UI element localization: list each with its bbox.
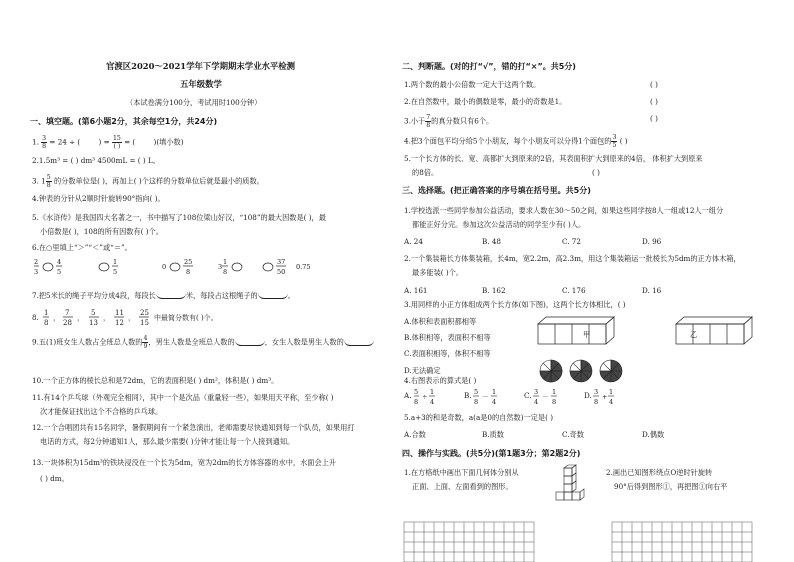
judge-3: 3.小于 $\frac{7}{8}$ 的真分数只有6个。 — [404, 114, 494, 129]
question-5-line-1: 5.《水浒传》是我国四大名著之一，书中描写了108位梁山好汉，“108”的最大因数是( )，最 — [32, 213, 326, 222]
judge-5-paren: ( ) — [592, 168, 600, 177]
svg-text:13: 13 — [89, 319, 98, 327]
svg-text:8.: 8. — [32, 314, 39, 322]
svg-text:25: 25 — [140, 309, 149, 317]
question-12-line-1: 12.一个合唱团共有15名同学，暑假期间有一个紧急演出，老师需要尽快通知到每一个队员，如果用打 — [32, 423, 355, 432]
svg-text:3: 3 — [534, 388, 539, 396]
operation-1-line-2: 正面、上面、左面看到的图形。 — [412, 482, 513, 491]
svg-text:5: 5 — [414, 388, 419, 396]
exam-grade: 五年级数学 — [180, 79, 222, 89]
q6-comparisons — [34, 256, 354, 278]
svg-text:5: 5 — [474, 388, 479, 396]
q7-answer-blank-2 — [258, 293, 288, 299]
choice-2-option-d: D. 16 — [642, 286, 662, 295]
choice-3-option-d: D.无法确定 — [404, 366, 441, 375]
svg-text:4: 4 — [609, 398, 614, 406]
svg-text:，: ， — [103, 314, 110, 322]
svg-text:11: 11 — [115, 309, 124, 317]
svg-text:8: 8 — [186, 268, 191, 276]
section-1-title: 一、填空题。(第6小题2分，其余每空1分，共24分) — [30, 117, 218, 126]
svg-text:50: 50 — [277, 268, 286, 276]
choice-4-option-c: C. — [524, 391, 532, 400]
operation-2-line-1: 2.画出已知图形绕点O逆时针旋转 — [606, 468, 713, 477]
choice-4-option-a: A. — [404, 391, 412, 400]
svg-text:，: ， — [77, 314, 84, 322]
svg-text:4: 4 — [534, 398, 539, 406]
choice-1-option-a: A. 24 — [404, 237, 423, 246]
judge-2: 2.在自然数中，最小的偶数是零，最小的奇数是1。 — [404, 97, 567, 106]
section-3-title: 三、选择题。(把正确答案的序号填在括号里。共5分) — [402, 186, 591, 195]
choice-3-option-b: B.体积相等，表面积不相等 — [404, 333, 491, 342]
choice-1-option-b: B. 48 — [482, 237, 501, 246]
judge-1: 1.两个数的最小公倍数一定大于这两个数。 — [404, 80, 541, 89]
question-5-line-2: 小倍数是( )，108的所有因数有( )个。 — [40, 227, 163, 236]
choice-2-option-b: B. 162 — [482, 286, 506, 295]
q9-answer-blank-1 — [235, 340, 265, 346]
svg-text:中最简分数有( )个。: 中最简分数有( )个。 — [154, 314, 218, 322]
fraction-circles — [537, 358, 647, 384]
operation-2-line-2: 90°后得到图形①，再把图①向右平 — [614, 482, 728, 491]
cuboid-label-b: 乙 — [690, 330, 698, 339]
question-1: 1. $\frac{3}{8}$ = 24 ÷ ( ) = $\frac{15}{( )}$ = ( )(填小数) — [32, 135, 184, 150]
svg-text:7: 7 — [65, 309, 70, 317]
judge-1-paren: ( ) — [650, 80, 658, 89]
question-11-line-2: 次才能保证找出这个不合格的乒乓球。 — [40, 407, 163, 416]
exam-title: 官渡区2020～2021学年下学期期末学业水平检测 — [106, 61, 295, 71]
svg-text:8: 8 — [223, 268, 228, 276]
choice-1-line-1: 1.学校选派一些同学参加公益活动，要求人数在30～50之间，如果这些同学按8人一组或12人一组分 — [404, 206, 724, 215]
svg-text:1: 1 — [492, 388, 497, 396]
question-3: 3. 1 $\frac{5}{8}$ 的分数单位是( )，再加上( )个这样的分数单位后就是最小的质数。 — [32, 174, 264, 189]
judge-3-paren: ( ) — [650, 114, 658, 123]
question-7: 7.把5米长的绳子平均分成4段，每段长 米，每段占这根绳子的 。 — [32, 291, 295, 300]
svg-text:1: 1 — [430, 388, 435, 396]
svg-text:1: 1 — [609, 388, 614, 396]
svg-text:2: 2 — [34, 258, 39, 266]
svg-text:1: 1 — [223, 258, 228, 266]
svg-text:3: 3 — [218, 263, 223, 271]
svg-text:+: + — [602, 393, 608, 401]
question-4: 4.钟表的分针从2顺时针旋转90°指向( )。 — [32, 194, 165, 203]
question-13-line-1: 13.一块体积为15dm³的铁块浸没在一个长为5dm，宽为2dm的长方体容器的水中，水面会上升 — [32, 458, 337, 467]
svg-text:1: 1 — [552, 388, 557, 396]
svg-text:，: ， — [53, 314, 60, 322]
svg-text:8: 8 — [552, 398, 557, 406]
choice-3-option-c: C.表面积相等，体积不相等 — [404, 349, 491, 358]
judge-5-line-1: 5.一个长方体的长、宽、高都扩大到原来的2倍，其表面积扩大到原来的4倍， 体积扩大到原来 — [404, 154, 703, 163]
q3-fraction: $\frac{5}{8}$ — [46, 174, 51, 189]
svg-text:0.75: 0.75 — [296, 263, 311, 271]
choice-3-option-a: A.体积和表面积都相等 — [404, 317, 477, 326]
judge-4: 4.把3个面包平均分给5个小朋友，每个小朋友可以分得1个面包的 $\frac{3}{5}$ ( ) — [404, 134, 628, 149]
question-6: 6.在○里填上“＞”“＜”或“＝”。 — [32, 243, 132, 252]
svg-text:－: － — [542, 393, 549, 401]
q1-number: 1. — [32, 137, 39, 147]
choice-5: 5.a+3的和是奇数，a(a是0的自然数)一定是( ) — [404, 413, 554, 422]
cuboid-label-a: 甲 — [583, 330, 591, 339]
choice-3: 3.用同样的小正方体组成两个长方体(如下图)，这两个长方体相比，( ) — [404, 300, 626, 309]
svg-text:，: ， — [128, 314, 135, 322]
q1-fraction-1: $\frac{3}{8}$ — [42, 135, 47, 150]
question-13-line-2: ( ) dm。 — [40, 474, 69, 483]
svg-text:28: 28 — [63, 319, 72, 327]
svg-text:8: 8 — [414, 398, 419, 406]
choice-1-line-2: 都能正好分完。参加这次公益活动的同学至少有( )人。 — [412, 220, 586, 229]
question-2: 2.1.5m³ = ( ) dm³ 4500mL = ( ) L。 — [32, 156, 160, 165]
grid-paper — [402, 516, 782, 562]
question-11-line-1: 11.有14个乒乓球（外观完全相同），其中一个是次品（重量轻一些），如果用天平称，至少称( ) — [32, 393, 334, 402]
judge-5-line-2: 的8倍。 — [412, 168, 439, 177]
stacked-cubes-figure — [554, 464, 594, 514]
svg-text:15: 15 — [140, 319, 149, 327]
section-4-title: 四、操作与实践。(共5分)(第1题3分；第2题2分) — [402, 449, 581, 458]
svg-text:4: 4 — [430, 398, 435, 406]
q1-fraction-2: $\frac{15}{( )}$ — [112, 135, 121, 150]
svg-text:8: 8 — [594, 398, 599, 406]
choice-5-option-c: C.奇数 — [562, 430, 584, 439]
svg-text:12: 12 — [115, 319, 124, 327]
q7-answer-blank-1 — [156, 293, 186, 299]
choice-1-option-d: D. 96 — [642, 237, 662, 246]
choice-5-option-b: B.质数 — [482, 430, 504, 439]
question-8 — [32, 306, 372, 330]
svg-text:5: 5 — [57, 268, 62, 276]
svg-text:1: 1 — [113, 258, 118, 266]
svg-text:4: 4 — [492, 398, 497, 406]
choice-4-option-b: B. — [464, 391, 472, 400]
question-10: 10.一个正方体的棱长总和是72dm，它的表面积是( ) dm²，体积是( ) dm³。 — [32, 376, 279, 385]
svg-text:8: 8 — [474, 398, 479, 406]
choice-2-line-2: 最多能装( )个。 — [412, 268, 464, 277]
svg-text:8: 8 — [44, 319, 49, 327]
svg-text:5: 5 — [113, 268, 118, 276]
svg-text:5: 5 — [91, 309, 96, 317]
svg-text:3: 3 — [594, 388, 599, 396]
svg-text:4: 4 — [57, 258, 62, 266]
choice-2-option-a: A. 161 — [404, 286, 428, 295]
svg-text:－: － — [482, 393, 489, 401]
question-12-line-2: 电话的方式，每2分钟通知1人，那么最少需要( )分钟才能让每一个人接到通知。 — [40, 437, 295, 446]
choice-4-option-d: D. — [584, 391, 592, 400]
choice-2-option-c: C. 176 — [562, 286, 586, 295]
section-2-title: 二、判断题。(对的打“√”，错的打“×”。共5分) — [402, 62, 576, 71]
svg-text:37: 37 — [277, 258, 286, 266]
choice-5-option-d: D.偶数 — [642, 430, 665, 439]
exam-note: （本试卷满分100分，考试用时100分钟） — [126, 98, 262, 107]
svg-text:3: 3 — [34, 268, 39, 276]
choice-4-expressions — [414, 386, 614, 408]
q9-answer-blank-2 — [344, 340, 374, 346]
operation-1-line-1: 1.在方格纸中画出下面几何体分别从 — [404, 468, 519, 477]
svg-text:1: 1 — [44, 309, 49, 317]
cuboid-figures — [536, 314, 776, 350]
choice-2-line-1: 2.一个集装箱长方体集装箱，长4m，宽2.2m，高2.3m，用这个集装箱运一批棱长为5dm的正方体木箱， — [404, 254, 741, 263]
choice-1-option-c: C. 72 — [562, 237, 581, 246]
question-9: 9.五(1)班女生人数占全班总人数的 $\frac{4}{9}$ ，男生人数是全班总人数的 ，女生人数是男生人数的 — [32, 335, 374, 350]
svg-text:0: 0 — [162, 263, 167, 271]
choice-5-option-a: A.合数 — [404, 430, 426, 439]
svg-text:÷: ÷ — [422, 393, 428, 401]
judge-2-paren: ( ) — [650, 97, 658, 106]
svg-text:25: 25 — [184, 258, 193, 266]
choice-4: 4.右图表示的算式是( ) — [404, 376, 477, 385]
